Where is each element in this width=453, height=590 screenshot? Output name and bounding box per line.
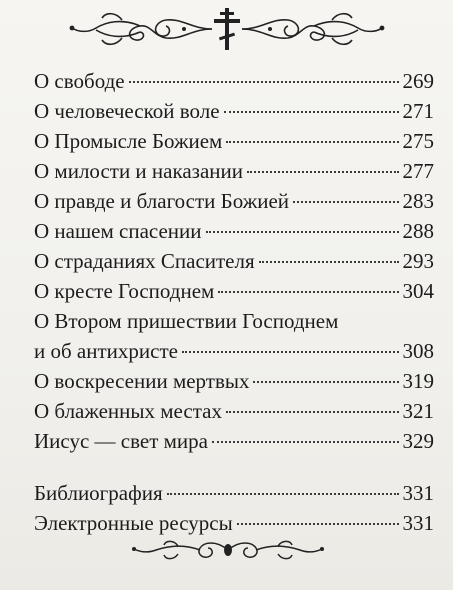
toc-entry: [34, 186, 434, 216]
dot-leader: [224, 111, 399, 113]
toc-entry: [34, 156, 434, 186]
dot-leader: [293, 201, 398, 203]
dot-leader: [129, 81, 399, 83]
toc-entry: [34, 126, 434, 156]
toc-entry-title: О воскресении мертвых: [34, 369, 250, 393]
toc-entry-title: О кресте Господнем: [34, 279, 215, 303]
dot-leader: [206, 231, 399, 233]
toc-entry-page: 275: [402, 129, 434, 153]
toc-entry-page: 271: [402, 99, 434, 123]
dot-leader: [237, 523, 399, 525]
toc-entry: [34, 366, 434, 396]
toc-entry-page: 283: [402, 189, 434, 213]
toc-entry-page: 277: [402, 159, 434, 183]
toc-entry-title: О человеческой воле: [34, 99, 220, 123]
toc-entry-page: 304: [402, 279, 434, 303]
table-of-contents: [34, 66, 434, 538]
dot-leader: [167, 493, 399, 495]
dot-leader: [182, 351, 399, 353]
toc-entry-page: 321: [402, 399, 434, 423]
toc-entry-page: 319: [402, 369, 434, 393]
toc-entry: [34, 508, 434, 538]
toc-entry-title: О Промысле Божием: [34, 129, 223, 153]
dot-leader: [212, 441, 399, 443]
toc-entry-page: 329: [402, 429, 434, 453]
dot-leader: [247, 171, 398, 173]
toc-entry-page: 331: [402, 481, 434, 505]
section-gap: [34, 456, 434, 478]
floral-ornament-icon: [128, 536, 328, 564]
toc-entry-page: 331: [402, 511, 434, 535]
toc-entry: [34, 246, 434, 276]
toc-entry: [34, 216, 434, 246]
dot-leader: [253, 381, 398, 383]
toc-entry: [34, 66, 434, 96]
toc-entry-page: 308: [402, 339, 434, 363]
toc-entry-page: 288: [402, 219, 434, 243]
toc-entry: [34, 96, 434, 126]
toc-entry-title-line1: О Втором пришествии Господнем: [34, 309, 339, 333]
toc-entry: [34, 426, 434, 456]
toc-entry-page: 293: [402, 249, 434, 273]
toc-entry-title: О страданиях Спасителя: [34, 249, 255, 273]
toc-entry-title: О правде и благости Божией: [34, 189, 290, 213]
toc-entry: [34, 336, 434, 366]
toc-entry: [34, 396, 434, 426]
toc-entry-line1: [34, 306, 434, 336]
dot-leader: [226, 141, 398, 143]
toc-entry-page: 269: [402, 69, 434, 93]
toc-entry-title: Иисус — свет мира: [34, 429, 208, 453]
dot-leader: [226, 411, 399, 413]
toc-entry-title: О блаженных местах: [34, 399, 222, 423]
orthodox-cross-ornament-icon: [62, 6, 392, 52]
toc-entry: [34, 478, 434, 508]
toc-entry-title: Электронные ресурсы: [34, 511, 233, 535]
dot-leader: [218, 291, 398, 293]
toc-entry-title: О милости и наказании: [34, 159, 244, 183]
toc-entry-title: Библиография: [34, 481, 163, 505]
toc-entry-title: О свободе: [34, 69, 125, 93]
toc-entry: [34, 276, 434, 306]
toc-entry-title: и об антихристе: [34, 339, 178, 363]
toc-entry-title: О нашем спасении: [34, 219, 202, 243]
dot-leader: [259, 261, 399, 263]
